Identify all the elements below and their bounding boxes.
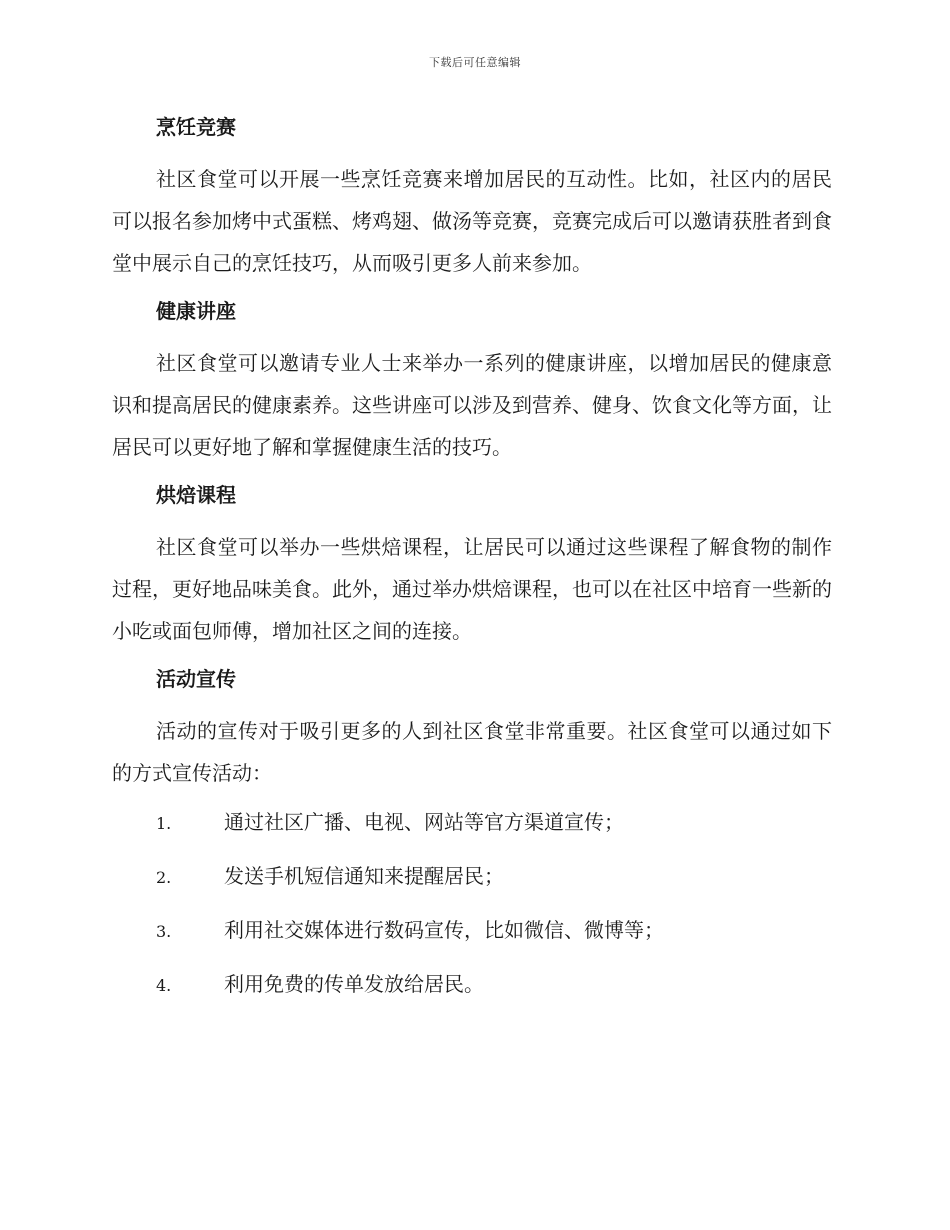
section-paragraph: 社区食堂可以开展一些烹饪竞赛来增加居民的互动性。比如，社区内的居民可以报名参加烤中式蛋糕、烤鸡翅、做汤等竞赛，竞赛完成后可以邀请获胜者到食堂中展示自己的烹饪技巧，从而吸引更多人前来参加。	[112, 167, 832, 275]
section-heading: 烹饪竞赛	[156, 115, 236, 139]
list-item	[112, 860, 832, 914]
promotion-list	[112, 806, 832, 1022]
section-paragraph: 社区食堂可以邀请专业人士来举办一系列的健康讲座，以增加居民的健康意识和提高居民的健康素养。这些讲座可以涉及到营养、健身、饮食文化等方面，让居民可以更好地了解和掌握健康生活的技巧。	[112, 351, 832, 459]
document-body	[112, 110, 832, 1022]
list-number: 4.	[156, 976, 172, 995]
page-header-note: 下载后可任意编辑	[429, 56, 521, 69]
list-text: 通过社区广播、电视、网站等官方渠道宣传；	[224, 810, 624, 834]
section-baking-course	[112, 478, 832, 652]
list-item	[112, 968, 832, 1022]
list-number: 1.	[156, 814, 172, 833]
section-promotion	[112, 662, 832, 794]
list-text: 利用社交媒体进行数码宣传，比如微信、微博等；	[224, 918, 664, 942]
section-paragraph: 社区食堂可以举办一些烘焙课程，让居民可以通过这些课程了解食物的制作过程，更好地品味美食。此外，通过举办烘焙课程，也可以在社区中培育一些新的小吃或面包师傅，增加社区之间的连接。	[112, 535, 832, 643]
section-heading: 烘焙课程	[156, 483, 236, 507]
list-text: 发送手机短信通知来提醒居民；	[224, 864, 504, 888]
section-paragraph: 活动的宣传对于吸引更多的人到社区食堂非常重要。社区食堂可以通过如下的方式宣传活动：	[112, 719, 832, 785]
section-cooking-contest	[112, 110, 832, 284]
list-text: 利用免费的传单发放给居民。	[224, 972, 484, 996]
section-heading: 健康讲座	[156, 299, 236, 323]
section-health-lecture	[112, 294, 832, 468]
section-heading: 活动宣传	[156, 667, 236, 691]
list-number: 3.	[156, 922, 172, 941]
list-number: 2.	[156, 868, 172, 887]
list-item	[112, 914, 832, 968]
list-item	[112, 806, 832, 860]
